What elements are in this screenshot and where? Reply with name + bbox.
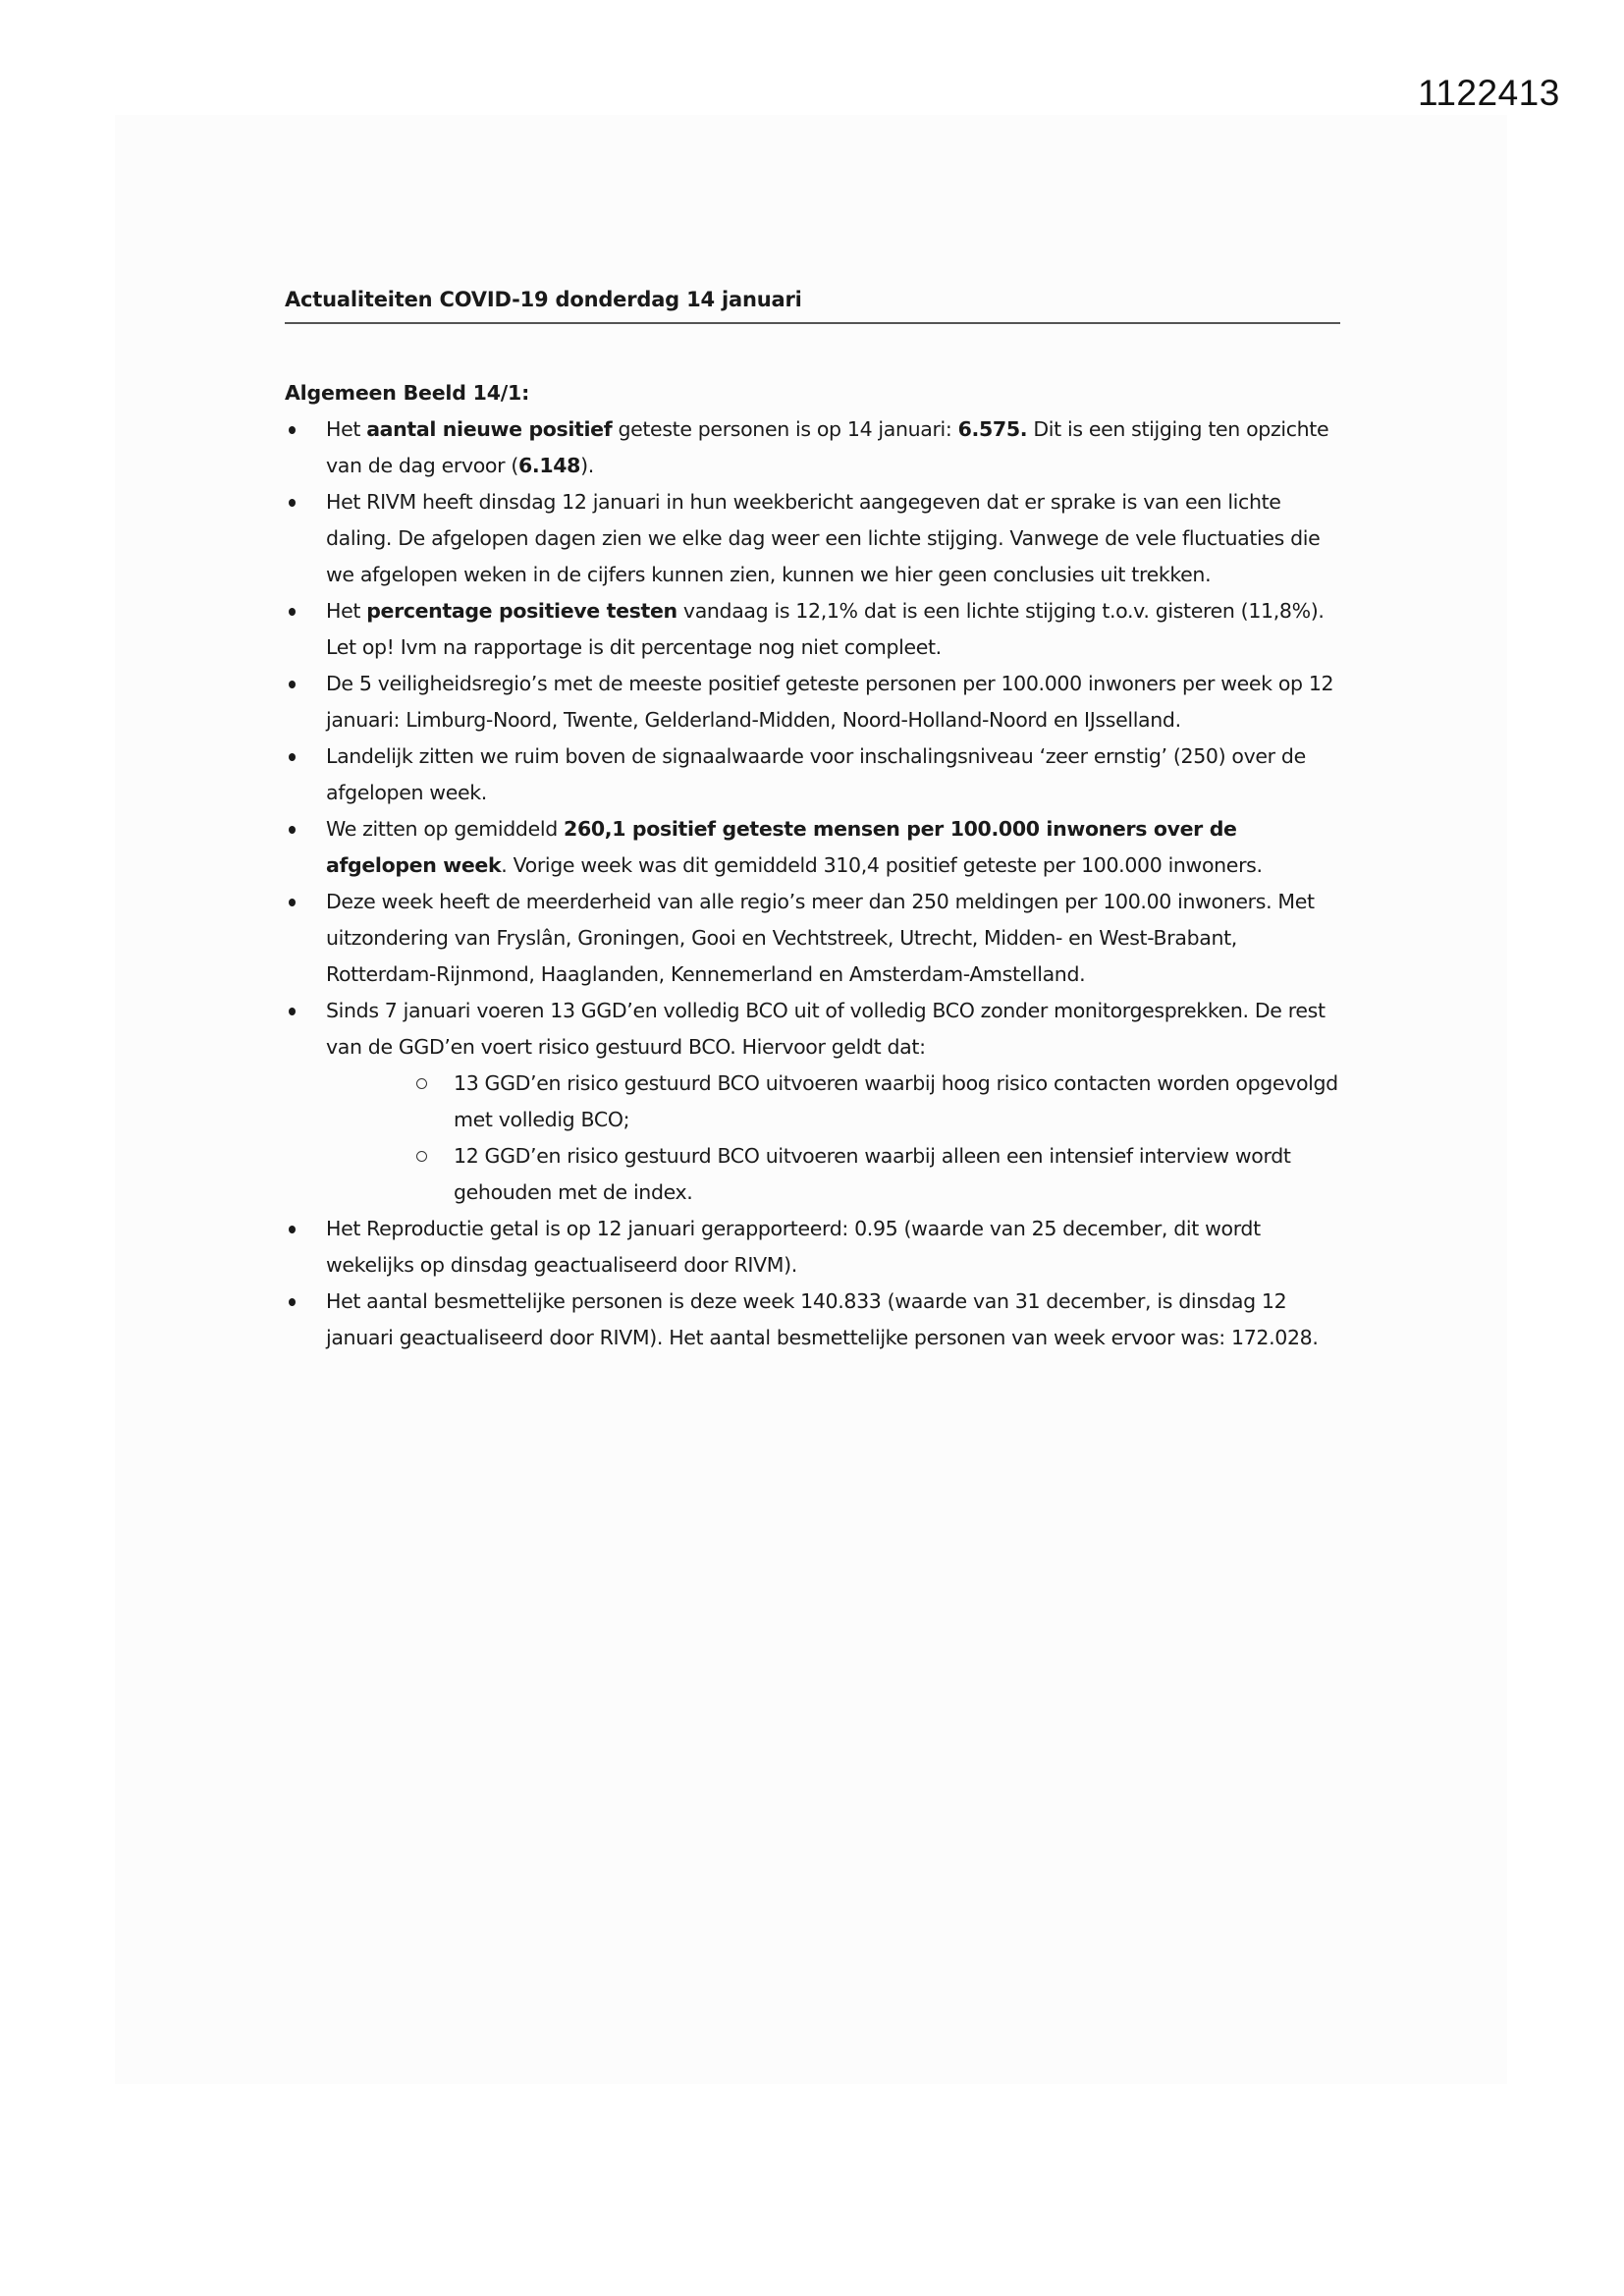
bullet-text: Het percentage positieve testen vandaag is 12,1% dat is een lichte stijging t.o.v. gisteren (11,8%). Let op! Ivm na rapportage is dit percentage nog niet compleet. <box>326 599 1325 659</box>
bullet-text: Sinds 7 januari voeren 13 GGD’en volledig BCO uit of volledig BCO zonder monitorgesprekken. De rest van de GGD’en voert risico gestuurd BCO. Hiervoor geldt dat: <box>326 999 1326 1059</box>
bullet-icon <box>289 1226 296 1233</box>
bullet-icon <box>289 1298 296 1306</box>
list-item <box>285 811 1345 884</box>
hollow-circle-bullet-icon <box>416 1078 427 1089</box>
bullet-icon <box>289 426 296 434</box>
bullet-text: Landelijk zitten we ruim boven de signaalwaarde voor inschalingsniveau ‘zeer ernstig’ (250) over de afgelopen week. <box>326 744 1306 804</box>
sub-bullet-text: 13 GGD’en risico gestuurd BCO uitvoeren waarbij hoog risico contacten worden opgevolgd met volledig BCO; <box>454 1071 1338 1131</box>
bullet-icon <box>289 608 296 616</box>
list-item <box>285 884 1345 993</box>
list-item <box>285 484 1345 593</box>
bullet-icon <box>289 1008 296 1015</box>
bullet-text: Het Reproductie getal is op 12 januari gerapporteerd: 0.95 (waarde van 25 december, dit wordt wekelijks op dinsdag geactualiseerd door RIVM). <box>326 1217 1261 1277</box>
sub-bullet-list <box>285 1066 1345 1211</box>
sub-list-item <box>285 1138 1345 1211</box>
document-body <box>285 285 1345 1356</box>
bullet-text: Het aantal besmettelijke personen is deze week 140.833 (waarde van 31 december, is dinsdag 12 januari geactualiseerd door RIVM). Het aantal besmettelijke personen van week ervoor was: 172.028. <box>326 1289 1319 1349</box>
list-item <box>285 593 1345 666</box>
bullet-icon <box>289 681 296 688</box>
list-item <box>285 666 1345 738</box>
sub-list-item <box>285 1066 1345 1138</box>
section-heading: Algemeen Beeld 14/1: <box>285 381 530 405</box>
list-item <box>285 411 1345 484</box>
sub-bullet-text: 12 GGD’en risico gestuurd BCO uitvoeren waarbij alleen een intensief interview wordt gehouden met de index. <box>454 1144 1291 1204</box>
list-item <box>285 738 1345 811</box>
bullet-text: De 5 veiligheidsregio’s met de meeste positief geteste personen per 100.000 inwoners per week op 12 januari: Limburg-Noord, Twente, Gelderland-Midden, Noord-Holland-Noord en IJsselland. <box>326 672 1334 732</box>
list-item <box>285 1211 1345 1284</box>
bullet-icon <box>289 753 296 761</box>
bullet-text: Het RIVM heeft dinsdag 12 januari in hun weekbericht aangegeven dat er sprake is van een lichte daling. De afgelopen dagen zien we elke dag weer een lichte stijging. Vanwege de vele fluctuaties die we afgelopen weken in de cijfers kunnen zien, kunnen we hier geen conclusies uit trekken. <box>326 490 1321 586</box>
bullet-icon <box>289 899 296 906</box>
document-title: Actualiteiten COVID-19 donderdag 14 januari <box>285 285 1340 324</box>
list-item <box>285 1284 1345 1356</box>
bullet-text: We zitten op gemiddeld 260,1 positief geteste mensen per 100.000 inwoners over de afgelopen week. Vorige week was dit gemiddeld 310,4 positief geteste per 100.000 inwoners. <box>326 817 1263 877</box>
bullet-icon <box>289 499 296 507</box>
bullet-text: Deze week heeft de meerderheid van alle regio’s meer dan 250 meldingen per 100.00 inwoners. Met uitzondering van Fryslân, Groningen, Gooi en Vechtstreek, Utrecht, Midden- en West-Brabant, Rotterdam-Rijnmond, Haaglanden, Kennemerland en Amsterdam-Amstelland. <box>326 890 1315 986</box>
hollow-circle-bullet-icon <box>416 1151 427 1162</box>
document-number: 1122413 <box>1418 73 1560 113</box>
bullet-text: Het aantal nieuwe positief geteste personen is op 14 januari: 6.575. Dit is een stijging ten opzichte van de dag ervoor (6.148). <box>326 417 1329 477</box>
bullet-list <box>285 411 1345 1066</box>
bullet-list-continued <box>285 1211 1345 1356</box>
bullet-icon <box>289 826 296 834</box>
list-item <box>285 993 1345 1066</box>
